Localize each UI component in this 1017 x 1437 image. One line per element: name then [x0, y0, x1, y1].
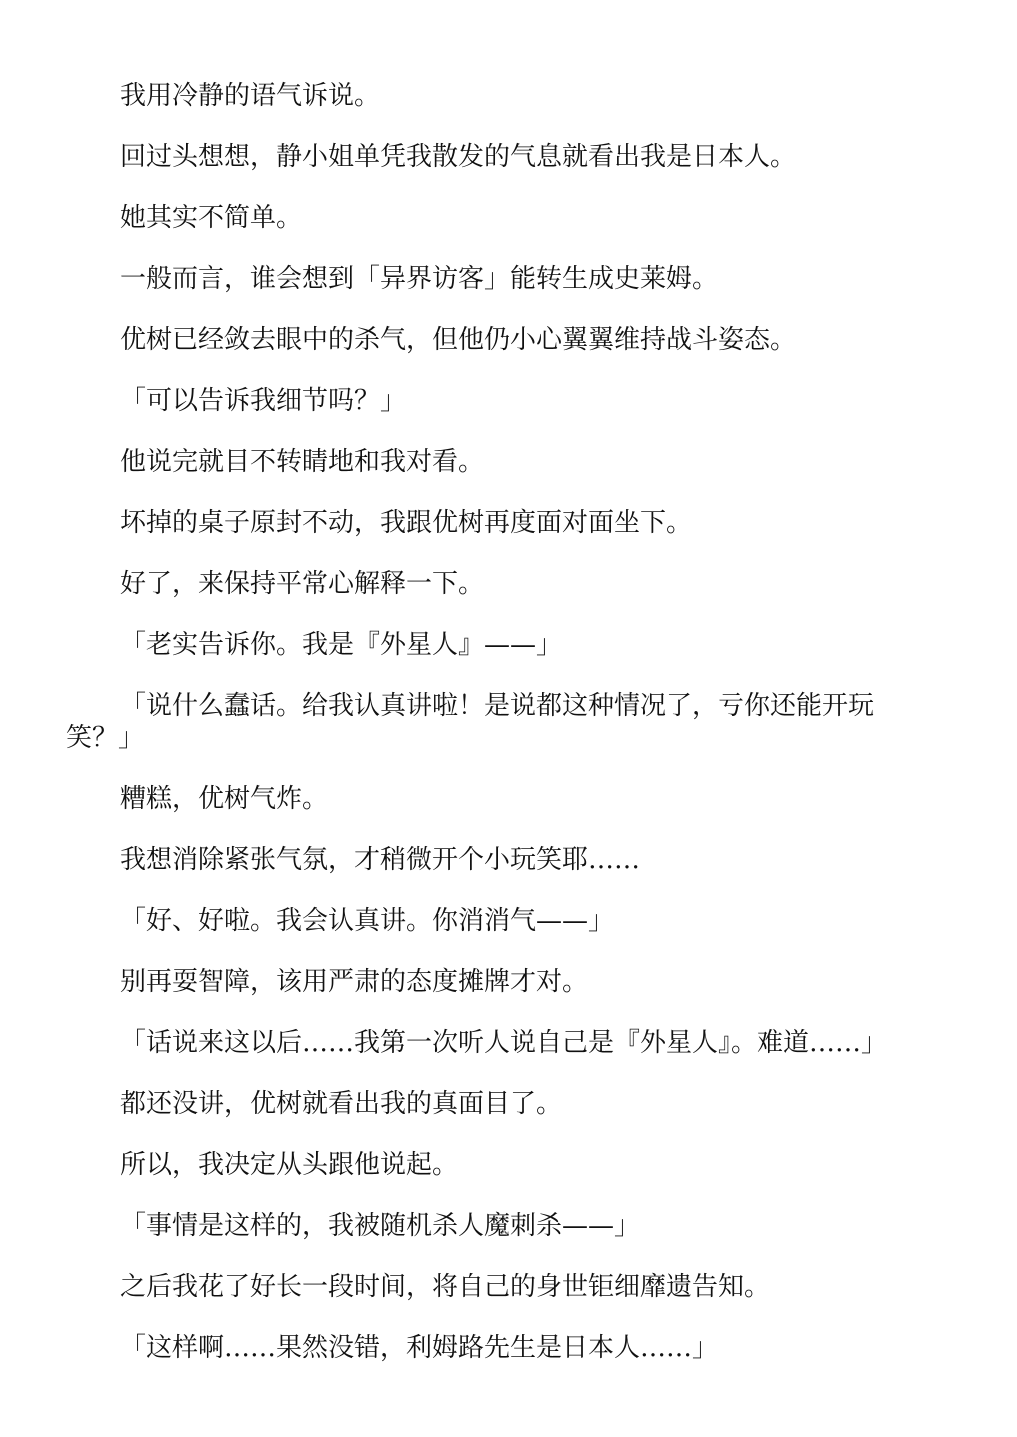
paragraph: 「说什么蠢话。给我认真讲啦！是说都这种情况了，亏你还能开玩笑？」	[66, 691, 875, 753]
paragraph: 「话说来这以后……我第一次听人说自己是『外星人』。难道……」	[120, 1028, 888, 1058]
paragraph: 他说完就目不转睛地和我对看。	[120, 447, 485, 477]
paragraph: 我想消除紧张气氛，才稍微开个小玩笑耶……	[120, 845, 641, 875]
paragraph: 优树已经敛去眼中的杀气，但他仍小心翼翼维持战斗姿态。	[120, 325, 797, 355]
paragraph: 之后我花了好长一段时间，将自己的身世钜细靡遗告知。	[120, 1272, 771, 1302]
paragraph: 回过头想想，静小姐单凭我散发的气息就看出我是日本人。	[120, 142, 797, 172]
paragraph: 一般而言，谁会想到「异界访客」能转生成史莱姆。	[120, 264, 719, 294]
paragraph: 「老实告诉你。我是『外星人』——」	[120, 630, 563, 660]
paragraph: 她其实不简单。	[120, 203, 303, 233]
paragraph: 「可以告诉我细节吗？」	[120, 386, 407, 416]
paragraph: 别再耍智障，该用严肃的态度摊牌才对。	[120, 967, 589, 997]
paragraph: 都还没讲，优树就看出我的真面目了。	[120, 1089, 563, 1119]
paragraph: 「这样啊……果然没错，利姆路先生是日本人……」	[120, 1333, 719, 1363]
paragraph: 坏掉的桌子原封不动，我跟优树再度面对面坐下。	[120, 508, 693, 538]
paragraph: 所以，我决定从头跟他说起。	[120, 1150, 459, 1180]
paragraph: 「好、好啦。我会认真讲。你消消气——」	[120, 906, 615, 936]
paragraph: 「事情是这样的，我被随机杀人魔刺杀——」	[120, 1211, 641, 1241]
paragraph: 我用冷静的语气诉说。	[120, 81, 381, 111]
paragraph: 好了，来保持平常心解释一下。	[120, 569, 485, 599]
paragraph: 糟糕，优树气炸。	[120, 784, 329, 814]
